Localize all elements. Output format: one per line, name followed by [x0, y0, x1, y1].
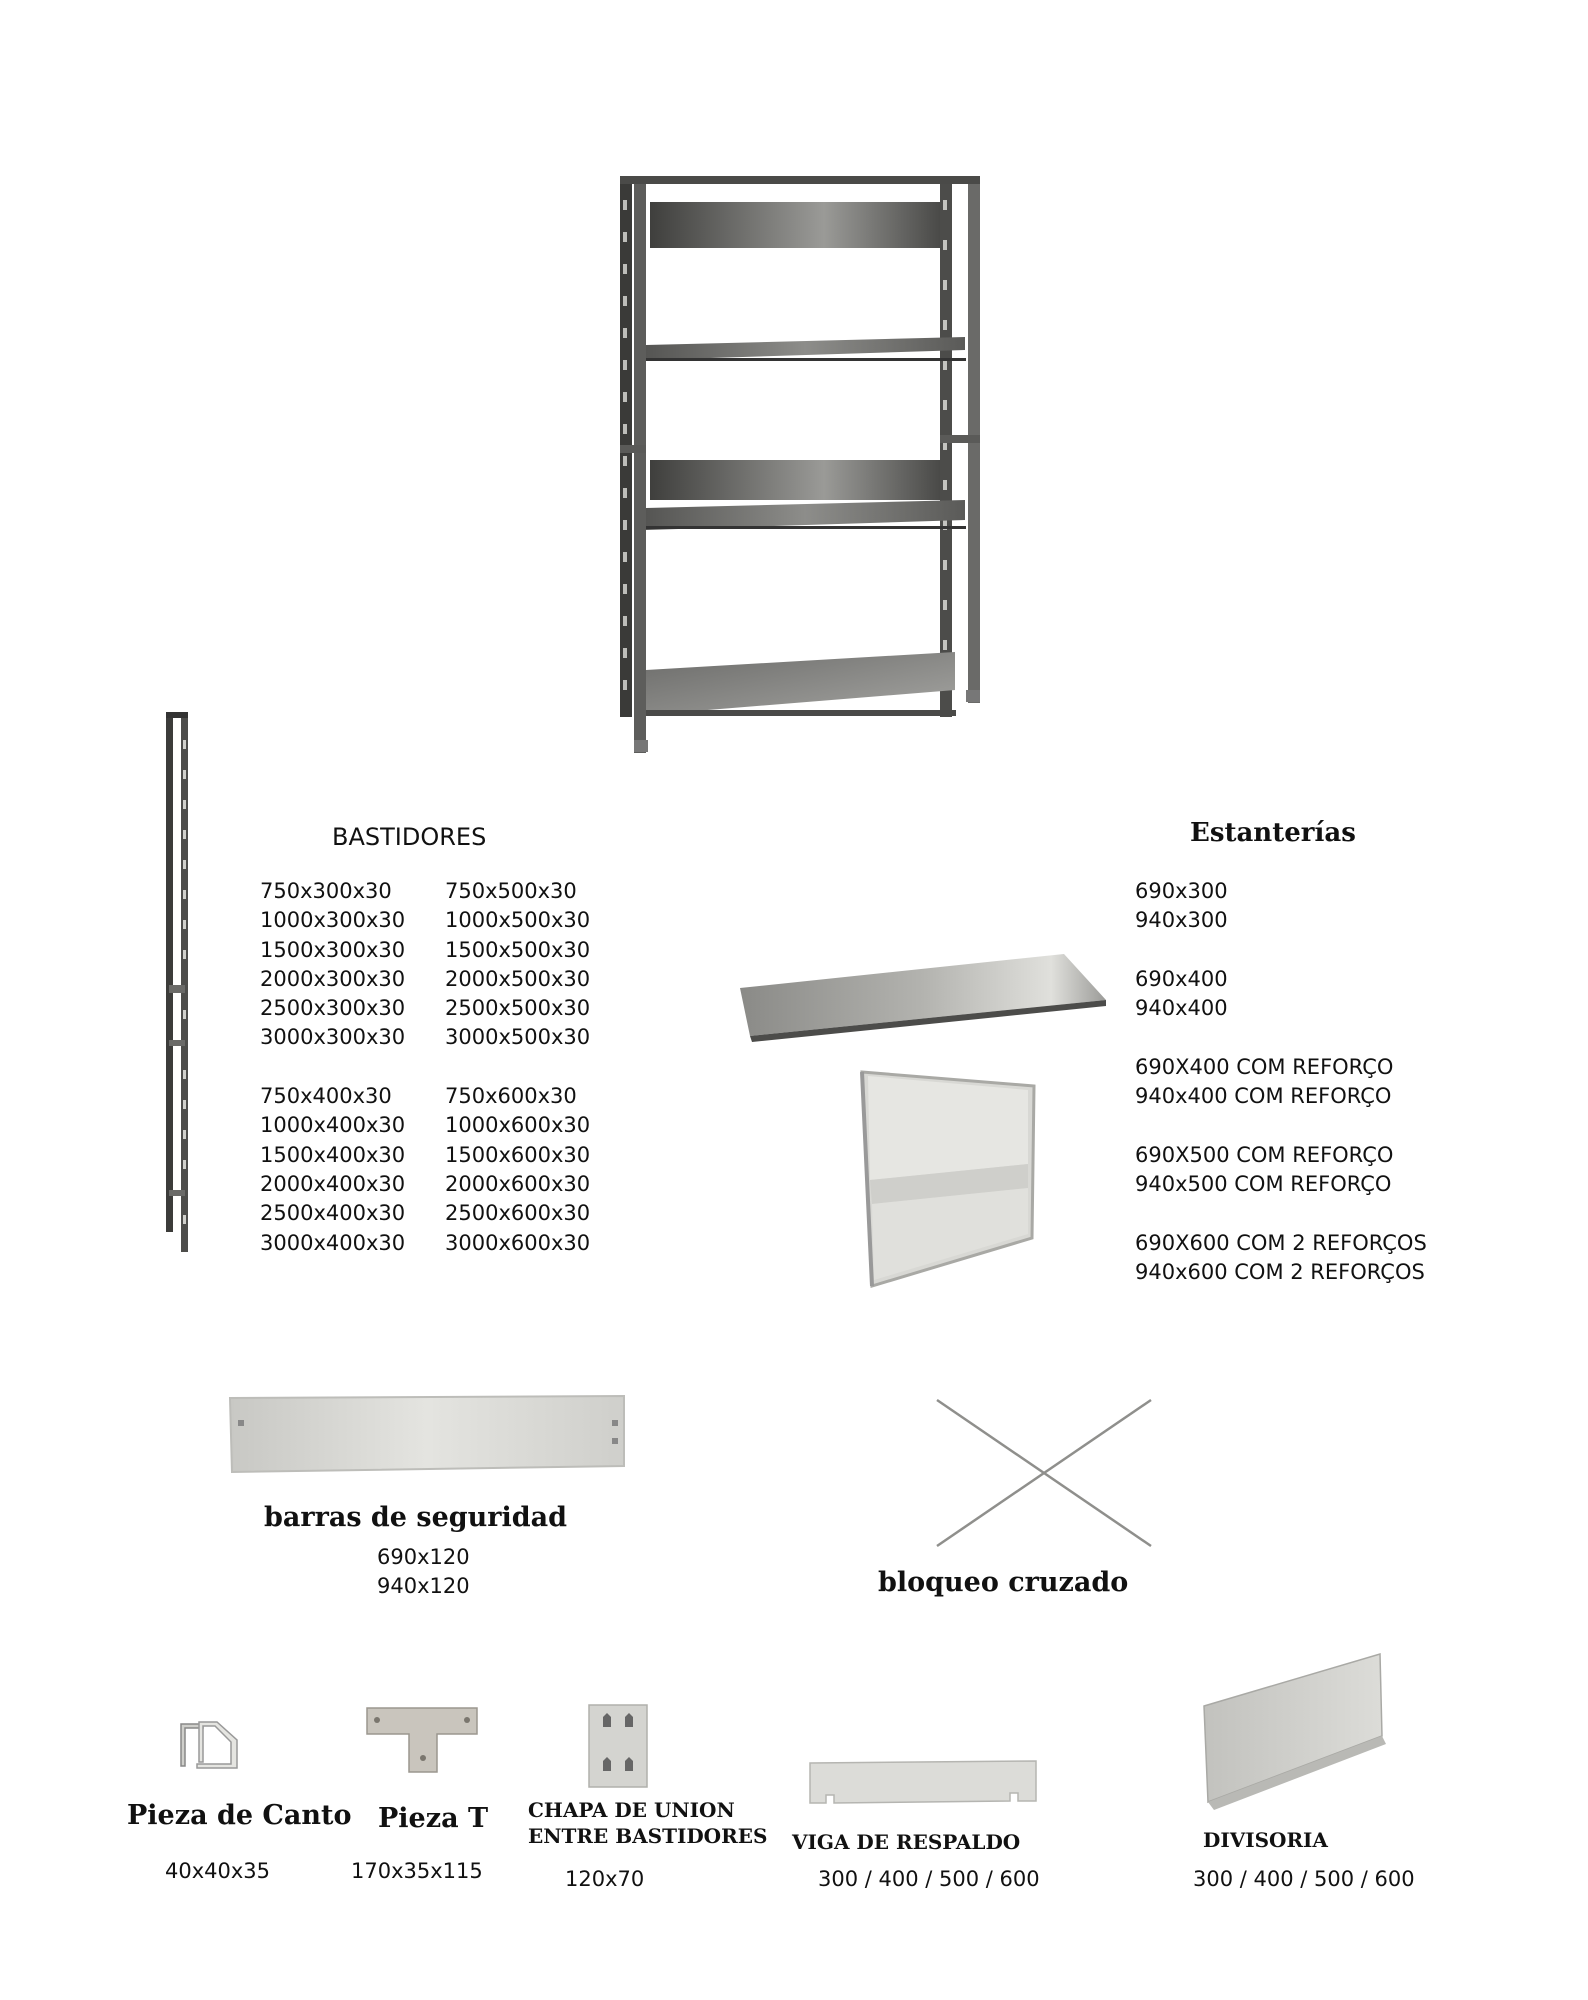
piezaT-size: 170x35x115: [351, 1859, 483, 1883]
safety-bar-image: [228, 1394, 628, 1474]
list-item: 940x400 COM REFORÇO: [1135, 1084, 1392, 1109]
list-item: 940x500 COM REFORÇO: [1135, 1171, 1392, 1196]
divider-image: [1200, 1652, 1390, 1812]
chapa-size: 120x70: [565, 1867, 645, 1891]
list-item: 690X500 COM REFORÇO: [1135, 1142, 1394, 1167]
list-item: 750x400x30: [260, 1084, 392, 1109]
list-item: 690X600 COM 2 REFORÇOS: [1135, 1230, 1427, 1255]
divisoria-size: 300 / 400 / 500 / 600: [1193, 1867, 1415, 1891]
list-item: 1500x300x30: [260, 937, 406, 962]
chapa-title-line2: ENTRE BASTIDORES: [528, 1824, 768, 1848]
list-item: 1000x600x30: [445, 1113, 591, 1138]
list-item: 2500x300x30: [260, 996, 406, 1021]
list-item: 1500x600x30: [445, 1142, 591, 1167]
shelf-plate-image: [738, 950, 1108, 1040]
viga-title: VIGA DE RESPALDO: [792, 1830, 1021, 1854]
piezaT-title: Pieza T: [378, 1803, 489, 1834]
bastidores-col-2: [445, 877, 590, 1258]
bastidores-title: BASTIDORES: [332, 823, 487, 851]
list-item: 1000x300x30: [260, 908, 406, 933]
chapa-title-line1: CHAPA DE UNION: [528, 1798, 735, 1822]
bastidor-image: [160, 710, 210, 1255]
list-item: 2000x400x30: [260, 1171, 406, 1196]
list-item: 2500x400x30: [260, 1201, 406, 1226]
bastidores-col-1: [260, 877, 405, 1258]
canto-title: Pieza de Canto: [127, 1800, 352, 1831]
reinforced-panel-image: [858, 1068, 1038, 1288]
list-item: 690X400 COM REFORÇO: [1135, 1054, 1394, 1079]
cross-brace-image: [935, 1398, 1155, 1548]
estanterias-title: Estanterías: [1190, 818, 1356, 848]
list-item: 3000x500x30: [445, 1025, 591, 1050]
barras-sizes: [377, 1543, 470, 1602]
barras-title: barras de seguridad: [264, 1502, 567, 1533]
list-item: 940x400: [1135, 996, 1228, 1021]
list-item: 2000x600x30: [445, 1171, 591, 1196]
list-item: 940x300: [1135, 908, 1228, 933]
list-item: 1000x400x30: [260, 1113, 406, 1138]
t-piece-image: [365, 1706, 480, 1776]
list-item: 750x600x30: [445, 1084, 577, 1109]
joint-plate-image: [587, 1703, 649, 1789]
list-item: 690x400: [1135, 966, 1228, 991]
list-item: 1500x500x30: [445, 937, 591, 962]
estanterias-list: [1135, 877, 1427, 1287]
list-item: 940x120: [377, 1574, 470, 1599]
list-item: 2500x600x30: [445, 1201, 591, 1226]
list-item: 2000x300x30: [260, 966, 406, 991]
list-item: 3000x600x30: [445, 1230, 591, 1255]
shelving-unit-image: [610, 170, 1020, 750]
list-item: 690x120: [377, 1545, 470, 1569]
canto-size: 40x40x35: [165, 1859, 271, 1883]
list-item: 940x600 COM 2 REFORÇOS: [1135, 1259, 1425, 1284]
corner-piece-image: [175, 1718, 245, 1773]
viga-size: 300 / 400 / 500 / 600: [818, 1867, 1040, 1891]
list-item: 750x300x30: [260, 879, 392, 903]
list-item: 750x500x30: [445, 879, 577, 903]
list-item: 3000x300x30: [260, 1025, 406, 1050]
list-item: 2000x500x30: [445, 966, 591, 991]
list-item: 2500x500x30: [445, 996, 591, 1021]
list-item: 690x300: [1135, 879, 1228, 903]
back-beam-image: [808, 1759, 1038, 1809]
list-item: 1500x400x30: [260, 1142, 406, 1167]
list-item: 3000x400x30: [260, 1230, 406, 1255]
divisoria-title: DIVISORIA: [1203, 1828, 1328, 1852]
list-item: 1000x500x30: [445, 908, 591, 933]
bloqueo-title: bloqueo cruzado: [878, 1567, 1129, 1598]
